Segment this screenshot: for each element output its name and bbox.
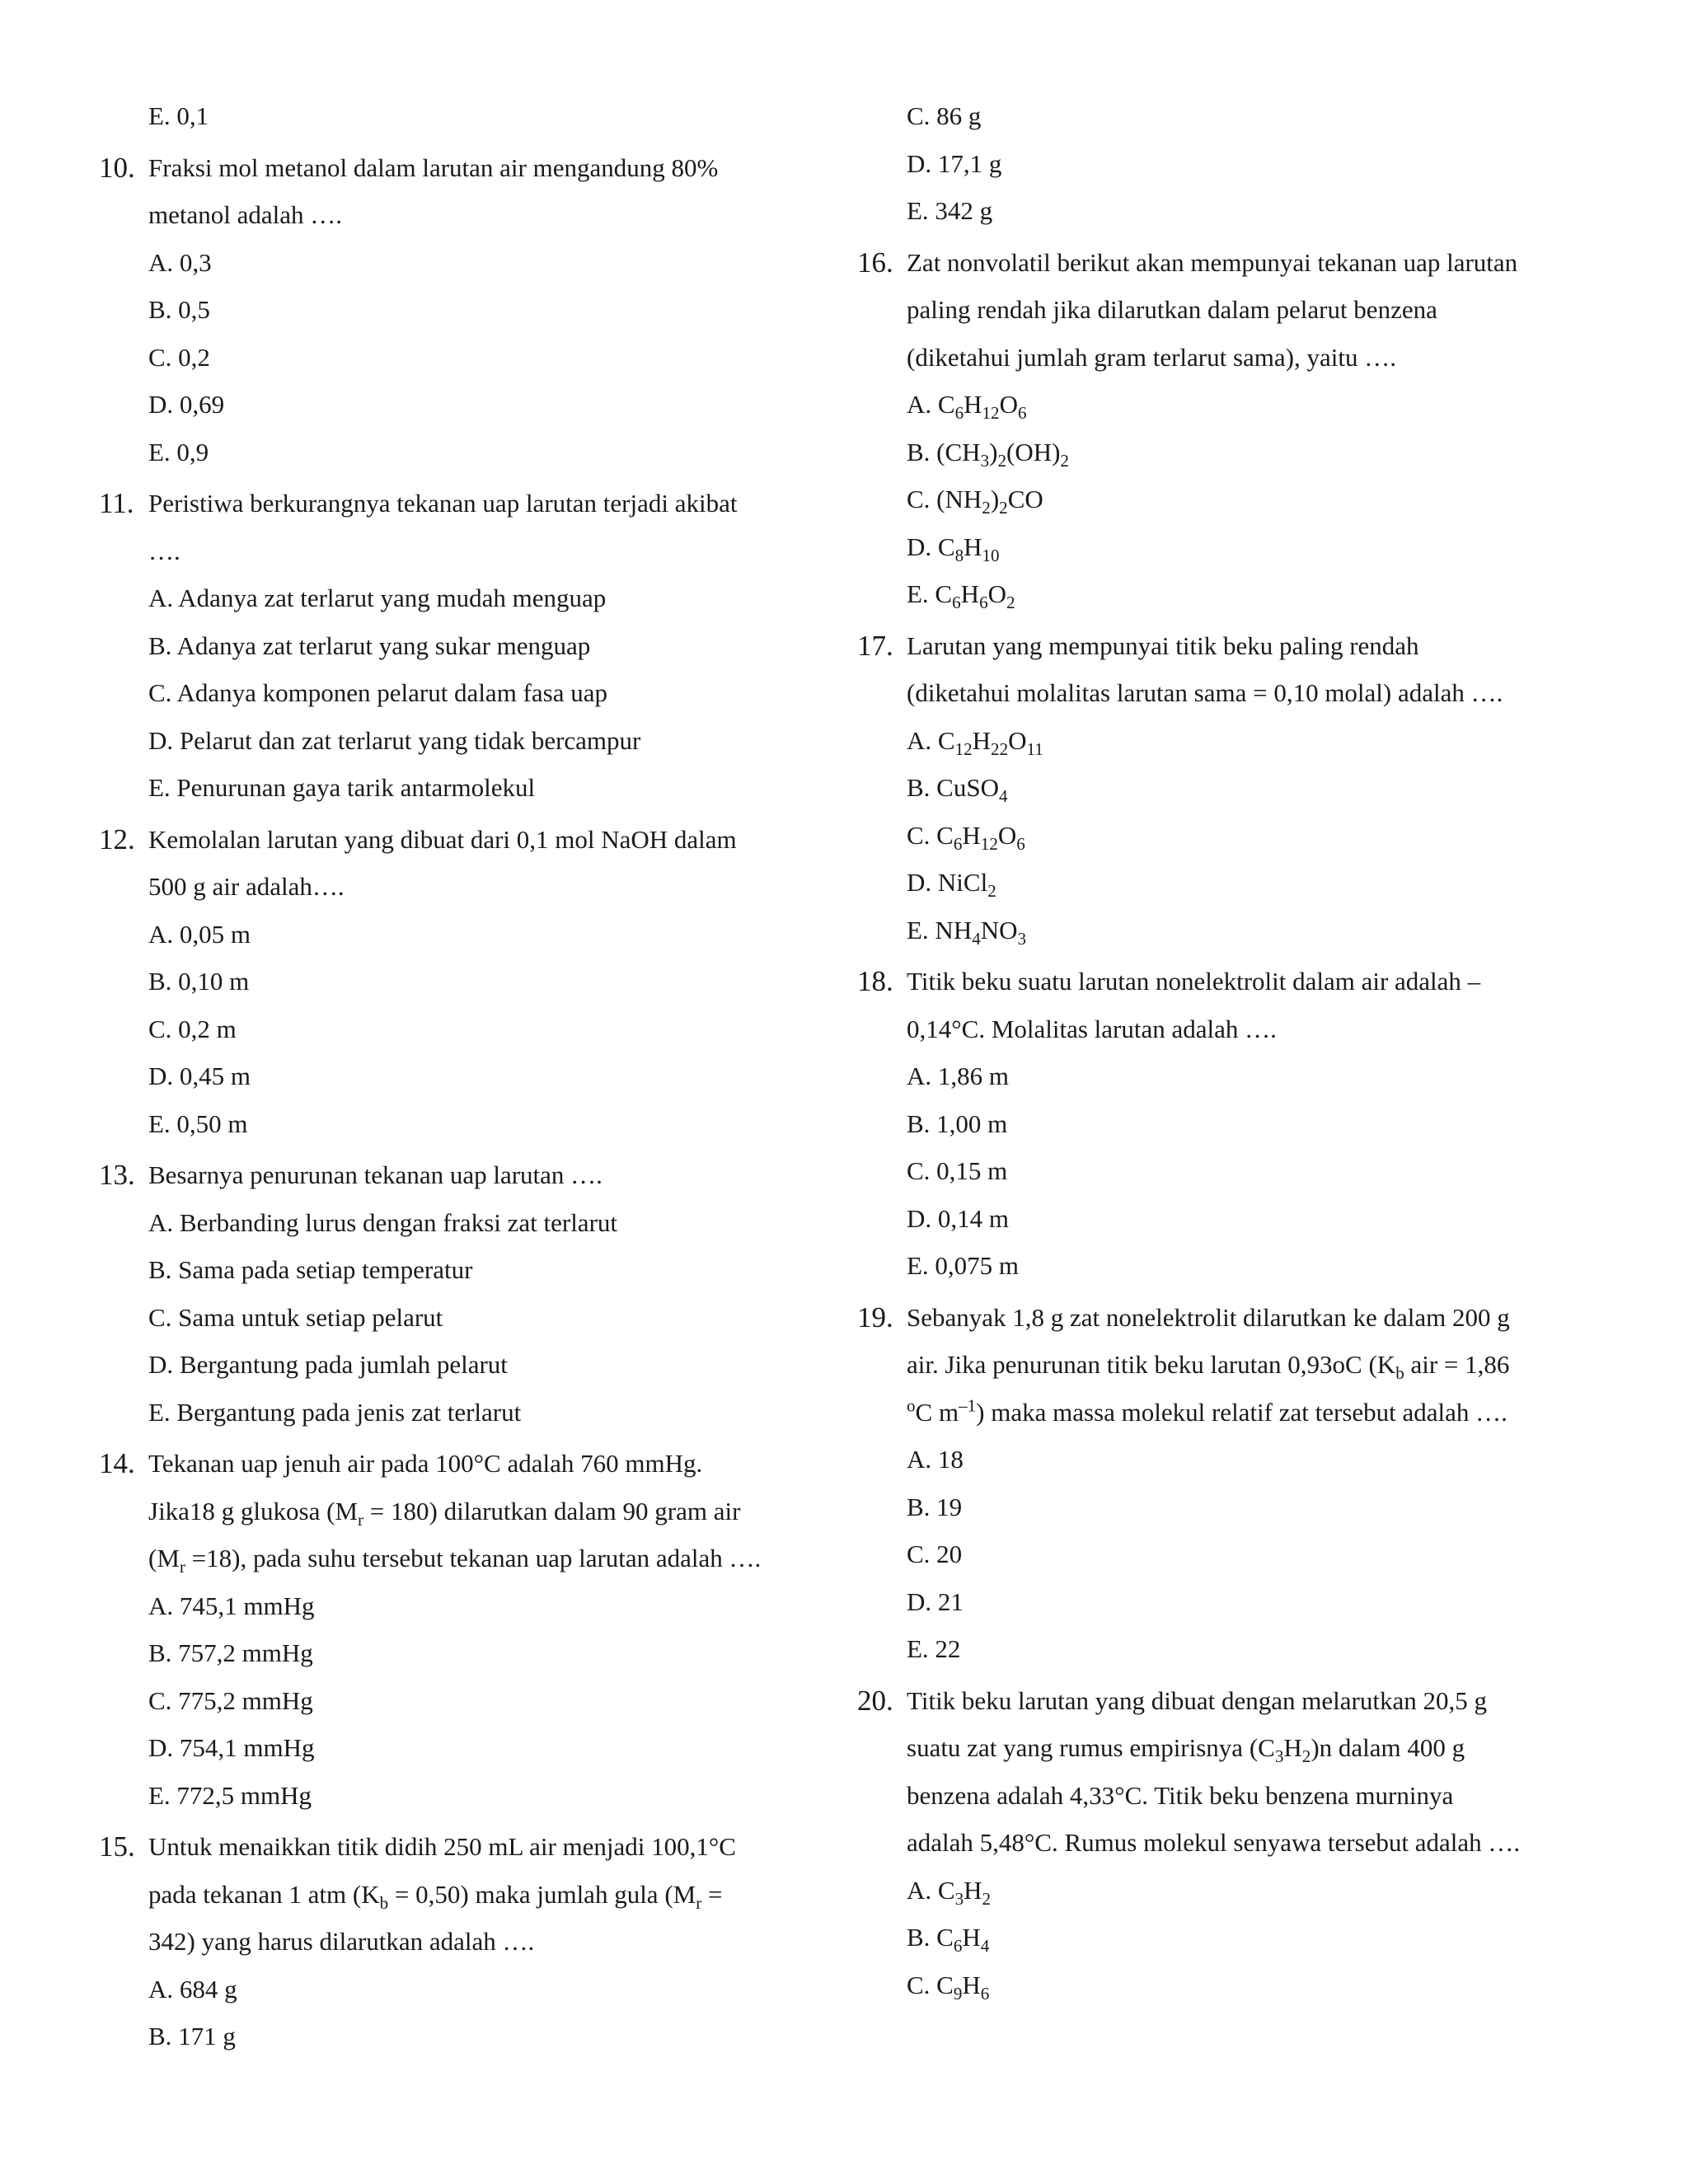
- answer-option: C. 0,2: [148, 342, 210, 372]
- subscript: 2: [1060, 450, 1069, 471]
- subscript: b: [1395, 1363, 1404, 1384]
- text-run: ) maka massa molekul relatif zat tersebut adalah ….: [976, 1397, 1507, 1427]
- answer-option: E. 22: [907, 1634, 961, 1663]
- answer-option: C. 86 g: [907, 101, 982, 130]
- subscript: 10: [982, 545, 1000, 565]
- question-stem: [99, 816, 841, 864]
- text-run: A. C: [907, 390, 955, 419]
- subscript: 11: [1026, 738, 1043, 759]
- question-text: Besarnya penurunan tekanan uap larutan ….: [148, 1160, 603, 1189]
- text-run: B. (CH: [907, 437, 981, 466]
- subscript: 4: [980, 1936, 990, 1957]
- question-text-line: [857, 1724, 1599, 1772]
- subscript: 2: [987, 881, 996, 902]
- text-run: =18), pada suhu tersebut tekanan uap larutan adalah ….: [185, 1544, 762, 1572]
- question-text: Fraksi mol metanol dalam larutan air mengandung 80%: [148, 152, 719, 182]
- text-run: )n dalam 400 g: [1311, 1733, 1465, 1762]
- answer-option: B. 171 g: [148, 2022, 236, 2050]
- subscript: 2: [999, 498, 1008, 518]
- subscript: r: [696, 1892, 702, 1913]
- question-number: 20.: [857, 1684, 893, 1717]
- answer-option: E. 0,9: [148, 437, 209, 466]
- answer-option: C. Adanya komponen pelarut dalam fasa uap: [148, 678, 607, 707]
- subscript: 6: [979, 593, 988, 613]
- question-stem: [99, 144, 841, 192]
- text-run: H: [964, 1875, 982, 1905]
- question-number: 12.: [99, 823, 135, 855]
- question-stem: [99, 1151, 841, 1199]
- text-run: H: [962, 820, 981, 850]
- question-text-line: benzena adalah 4,33°C. Titik beku benzena murninya: [907, 1780, 1454, 1810]
- text-run: A. C: [907, 725, 955, 755]
- answer-option: D. 21: [907, 1586, 964, 1616]
- question-text: Zat nonvolatil berikut akan mempunyai tekanan uap larutan: [907, 247, 1518, 277]
- answer-option: D. 0,14 m: [907, 1203, 1009, 1233]
- question-text-line: 0,14°C. Molalitas larutan adalah ….: [907, 1014, 1277, 1043]
- text-run: D. C: [907, 532, 955, 561]
- question-number: 16.: [857, 246, 893, 279]
- text-run: (M: [148, 1544, 180, 1572]
- answer-option: B. 0,10 m: [148, 967, 250, 996]
- text-run: H: [962, 1970, 981, 1999]
- text-run: air = 1,86: [1404, 1350, 1510, 1379]
- answer-option: E. 772,5 mmHg: [148, 1780, 312, 1810]
- answer-option: B. Adanya zat terlarut yang sukar menguap: [148, 630, 591, 660]
- answer-option: A. 0,3: [148, 247, 212, 277]
- question-text-line: (diketahui molalitas larutan sama = 0,10 molal) adalah ….: [907, 678, 1503, 707]
- answer-option: [857, 717, 1599, 765]
- answer-option: C. 775,2 mmHg: [148, 1685, 313, 1715]
- question-stem: [99, 1440, 841, 1488]
- text-run: B. CuSO: [907, 773, 999, 802]
- text-run: NO: [980, 915, 1018, 944]
- answer-option: [857, 429, 1599, 476]
- answer-option: C. 20: [907, 1540, 963, 1568]
- subscript: 12: [954, 738, 973, 759]
- answer-option: D. Pelarut dan zat terlarut yang tidak bercampur: [148, 725, 641, 755]
- question-number: 15.: [99, 1830, 135, 1863]
- text-run: C. C: [907, 1970, 954, 1999]
- text-run: (OH): [1006, 437, 1061, 466]
- subscript: b: [379, 1892, 389, 1913]
- text-run: D. NiCl: [907, 868, 988, 897]
- text-run: H: [1283, 1733, 1302, 1762]
- question-text: Sebanyak 1,8 g zat nonelektrolit dilarutkan ke dalam 200 g: [907, 1302, 1510, 1332]
- answer-option: D. 17,1 g: [907, 148, 1002, 178]
- question-stem: [857, 622, 1599, 670]
- subscript: 2: [982, 1888, 992, 1909]
- answer-option: [857, 764, 1599, 812]
- subscript: 6: [953, 1936, 963, 1957]
- text-run: CO: [1007, 485, 1043, 513]
- answer-option: E. 0,1: [148, 101, 209, 130]
- answer-option: [857, 812, 1599, 860]
- answer-option: A. 18: [907, 1445, 964, 1474]
- subscript: r: [179, 1557, 185, 1577]
- superscript: –1: [959, 1395, 977, 1416]
- answer-option: A. Berbanding lurus dengan fraksi zat terlarut: [148, 1207, 618, 1237]
- text-run: H: [960, 579, 980, 608]
- question-stem: [857, 1677, 1599, 1725]
- subscript: 4: [998, 786, 1008, 807]
- question-text: Untuk menaikkan titik didih 250 mL air menjadi 100,1°C: [148, 1832, 736, 1861]
- answer-option: D. 0,45 m: [148, 1062, 251, 1090]
- answer-option: [857, 476, 1599, 523]
- answer-option: C. 0,15 m: [907, 1156, 1008, 1185]
- answer-option: D. 754,1 mmHg: [148, 1733, 315, 1762]
- text-run: C. C: [907, 820, 954, 850]
- text-run: Jika18 g glukosa (M: [148, 1496, 359, 1526]
- answer-option: C. Sama untuk setiap pelarut: [148, 1302, 443, 1332]
- question-stem: [857, 1294, 1599, 1342]
- text-run: E. C: [907, 579, 953, 608]
- question-text-line: [99, 1488, 841, 1535]
- answer-option: A. 1,86 m: [907, 1062, 1009, 1090]
- answer-option: E. 0,075 m: [907, 1251, 1020, 1280]
- text-run: H: [964, 532, 982, 561]
- text-run: suatu zat yang rumus empirisnya (C: [907, 1733, 1275, 1762]
- text-run: H: [972, 725, 992, 755]
- answer-option: E. 342 g: [907, 196, 993, 225]
- subscript: 2: [982, 498, 991, 518]
- question-text: Larutan yang mempunyai titik beku paling rendah: [907, 630, 1419, 660]
- superscript: o: [907, 1395, 916, 1416]
- answer-option: [857, 1914, 1599, 1961]
- subscript: 6: [954, 403, 964, 424]
- subscript: 2: [1006, 593, 1015, 613]
- answer-option: D. Bergantung pada jumlah pelarut: [148, 1350, 508, 1379]
- subscript: 6: [980, 1983, 990, 2004]
- answer-option: [857, 570, 1599, 618]
- question-text-line: [99, 1871, 841, 1919]
- subscript: 3: [1274, 1746, 1284, 1767]
- question-text-line: [857, 1341, 1599, 1389]
- question-text: Titik beku suatu larutan nonelektrolit dalam air adalah –: [907, 967, 1481, 996]
- question-text-line: 500 g air adalah….: [148, 872, 345, 901]
- answer-option: E. Bergantung pada jenis zat terlarut: [148, 1397, 522, 1427]
- question-text-line: ….: [148, 536, 181, 565]
- text-run: H: [964, 390, 982, 419]
- question-number: 11.: [99, 487, 134, 519]
- question-number: 18.: [857, 965, 893, 997]
- answer-option: E. 0,50 m: [148, 1108, 248, 1138]
- answer-option: A. Adanya zat terlarut yang mudah menguap: [148, 583, 607, 612]
- question-text: Tekanan uap jenuh air pada 100°C adalah 760 mmHg.: [148, 1449, 703, 1478]
- subscript: 22: [991, 738, 1009, 759]
- text-run: ): [990, 485, 1000, 513]
- question-stem: [857, 958, 1599, 1005]
- text-run: =: [701, 1879, 723, 1909]
- answer-option: A. 0,05 m: [148, 919, 251, 949]
- subscript: 6: [953, 833, 963, 854]
- answer-option: A. 684 g: [148, 1974, 237, 2004]
- question-number: 10.: [99, 151, 135, 184]
- text-run: C m: [915, 1397, 959, 1427]
- question-text-line: [99, 1535, 841, 1582]
- question-text: Kemolalan larutan yang dibuat dari 0,1 mol NaOH dalam: [148, 824, 737, 854]
- answer-option: E. Penurunan gaya tarik antarmolekul: [148, 773, 536, 802]
- right-column: [857, 92, 1599, 2008]
- left-column: [99, 92, 841, 2060]
- answer-option: [857, 907, 1599, 954]
- text-run: = 0,50) maka jumlah gula (M: [388, 1879, 696, 1909]
- text-run: pada tekanan 1 atm (K: [148, 1879, 380, 1909]
- answer-option: B. Sama pada setiap temperatur: [148, 1255, 473, 1284]
- question-number: 13.: [99, 1159, 135, 1191]
- question-stem: [857, 239, 1599, 287]
- subscript: 6: [1016, 833, 1025, 854]
- text-run: H: [962, 1923, 981, 1952]
- subscript: 2: [997, 450, 1006, 471]
- answer-option: [857, 381, 1599, 429]
- answer-option: C. 0,2 m: [148, 1014, 237, 1043]
- subscript: 6: [952, 593, 961, 613]
- question-number: 17.: [857, 629, 893, 662]
- text-run: A. C: [907, 1875, 955, 1905]
- subscript: 9: [953, 1983, 963, 2004]
- text-run: E. NH: [907, 915, 973, 944]
- text-run: ): [989, 437, 998, 466]
- subscript: 6: [1017, 403, 1027, 424]
- text-run: O: [997, 820, 1017, 850]
- answer-option: [857, 859, 1599, 907]
- question-text: Peristiwa berkurangnya tekanan uap larutan terjadi akibat: [148, 489, 738, 518]
- question-text: Titik beku larutan yang dibuat dengan melarutkan 20,5 g: [907, 1685, 1487, 1715]
- answer-option: D. 0,69: [148, 390, 225, 419]
- text-run: air. Jika penurunan titik beku larutan 0,93oC (K: [907, 1350, 1396, 1379]
- subscript: 2: [1301, 1746, 1311, 1767]
- subscript: r: [358, 1509, 364, 1530]
- question-text-line: [857, 1389, 1599, 1436]
- question-stem: [99, 1823, 841, 1871]
- subscript: 3: [980, 450, 990, 471]
- question-text-line: adalah 5,48°C. Rumus molekul senyawa tersebut adalah ….: [907, 1828, 1521, 1857]
- subscript: 3: [954, 1888, 964, 1909]
- question-text-line: 342) yang harus dilarutkan adalah ….: [148, 1927, 535, 1956]
- subscript: 12: [980, 833, 998, 854]
- question-text-line: metanol adalah ….: [148, 200, 342, 229]
- subscript: 8: [954, 545, 964, 565]
- text-run: B. C: [907, 1923, 954, 1952]
- question-stem: [99, 480, 841, 527]
- subscript: 3: [1017, 928, 1027, 949]
- question-text-line: paling rendah jika dilarutkan dalam pelarut benzena: [907, 295, 1437, 324]
- answer-option: [857, 1961, 1599, 2009]
- text-run: = 180) dilarutkan dalam 90 gram air: [363, 1496, 741, 1526]
- answer-option: B. 757,2 mmHg: [148, 1638, 313, 1667]
- text-run: O: [987, 579, 1006, 608]
- answer-option: [857, 1867, 1599, 1915]
- question-text-line: (diketahui jumlah gram terlarut sama), yaitu ….: [907, 342, 1396, 372]
- answer-option: B. 19: [907, 1492, 963, 1521]
- question-number: 14.: [99, 1447, 135, 1479]
- subscript: 4: [972, 928, 981, 949]
- text-run: O: [999, 390, 1018, 419]
- question-number: 19.: [857, 1301, 893, 1333]
- answer-option: B. 1,00 m: [907, 1108, 1008, 1138]
- answer-option: [857, 523, 1599, 571]
- text-run: O: [1008, 725, 1027, 755]
- answer-option: B. 0,5: [148, 295, 210, 324]
- answer-option: A. 745,1 mmHg: [148, 1591, 315, 1620]
- subscript: 12: [982, 403, 1000, 424]
- text-run: C. (NH: [907, 485, 982, 513]
